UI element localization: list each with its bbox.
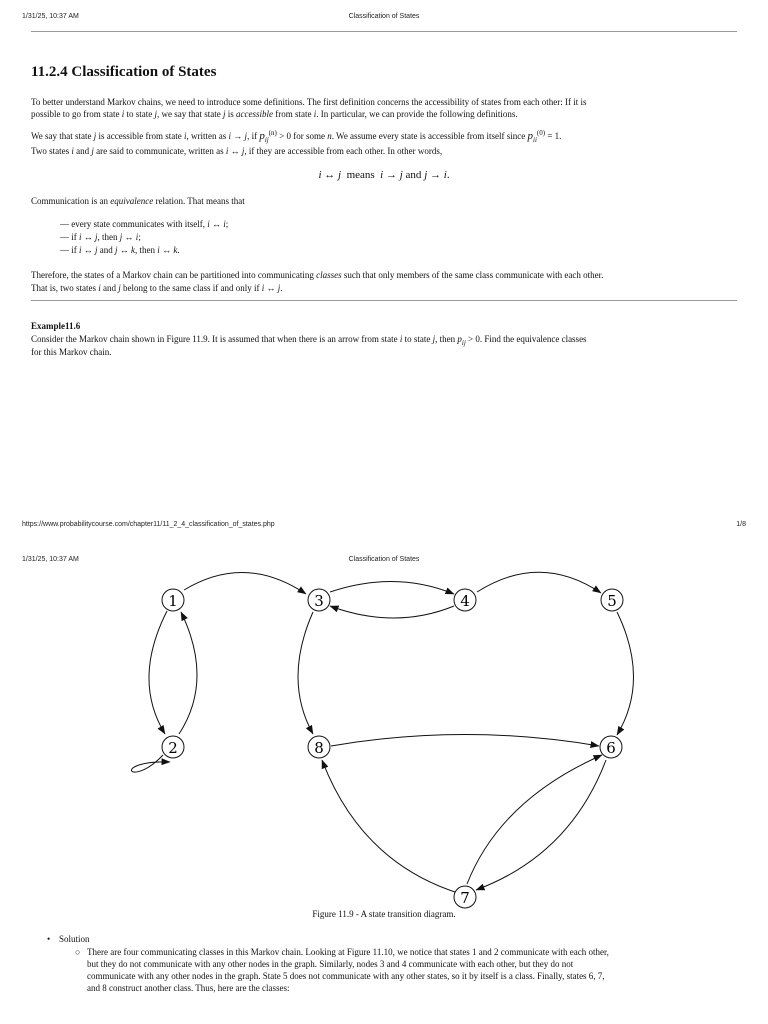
solution-line-4: and 8 construct another class. Thus, here are the classes: (87, 983, 290, 993)
page-footer (0, 521, 768, 535)
page-header (0, 13, 768, 27)
partition-line-2: That is, two states i and j belong to the same class if and only if i ↔ j. (31, 283, 283, 293)
edge-2-1 (179, 612, 197, 734)
svg-text:4: 4 (460, 592, 470, 610)
header-title: Classification of States (348, 13, 420, 20)
page-2-header (0, 556, 768, 570)
property-transitive: — if i ↔ j and j ↔ k, then i ↔ k. (60, 245, 180, 255)
svg-text:7: 7 (460, 889, 470, 907)
edge-3-4 (330, 581, 454, 594)
node-6 (600, 736, 622, 758)
property-reflexive: — every state communicates with itself, i ↔ i; (60, 219, 229, 229)
edge-4-3 (330, 606, 454, 618)
graph-nodes (162, 589, 623, 908)
solution-label: Solution (59, 934, 90, 944)
node-7 (454, 886, 476, 908)
solution-line-3: communicate with any other nodes in the graph. State 5 does not communicate with any other states, so it by itself is a class. Finally, states 6, 7, (87, 971, 605, 981)
definition-communicate: Two states i and j are said to communicate, written as i ↔ j, if they are accessible from each other. In other words, (31, 146, 443, 156)
section-heading: 11.2.4 Classification of States (31, 64, 217, 80)
edge-8-6 (331, 735, 599, 747)
property-symmetric: — if i ↔ j, then j ↔ i; (60, 232, 141, 242)
svg-text:5: 5 (607, 592, 617, 610)
header-datetime: 1/31/25, 10:37 AM (22, 13, 79, 20)
header-title: Classification of States (348, 556, 420, 563)
edge-6-7 (476, 760, 606, 890)
state-transition-diagram (0, 570, 768, 910)
footer-url: https://www.probabilitycourse.com/chapter11/11_2_4_classification_of_states.php (22, 521, 275, 528)
bullet-disc: • (47, 934, 51, 944)
header-divider (31, 31, 737, 32)
node-2 (162, 736, 184, 758)
edge-1-2 (149, 611, 167, 734)
edge-2-2 (131, 755, 170, 772)
solution-line-2: but they do not communicate with any other nodes in the graph. Similarly, nodes 3 and 4 communicate with each other, but they do not (87, 959, 574, 969)
display-equation: i ↔ j means i → j and j → i. (318, 169, 450, 181)
node-3 (308, 589, 330, 611)
example-line-1: Consider the Markov chain shown in Figure 11.9. It is assumed that when there is an arrow from state i to state j, then $p_{ij} > 0$. Find the equivalence classes (31, 334, 587, 347)
edge-7-8 (322, 760, 455, 892)
svg-text:2: 2 (168, 739, 178, 757)
intro-line-1: To better understand Markov chains, we need to introduce some definitions. The first definition concerns the accessibility of states from each other: If it is (31, 97, 587, 107)
edge-5-6 (617, 612, 634, 735)
intro-line-2: possible to go from state i to state j, we say that state j is accessible from state i. In particular, we can provide the following definitions. (31, 109, 518, 119)
svg-text:8: 8 (314, 739, 324, 757)
footer-page-number: 1/8 (736, 521, 746, 528)
edge-7-6 (467, 755, 602, 884)
section-divider (31, 300, 737, 301)
edge-3-8 (298, 612, 313, 734)
circle-bullet: ○ (75, 947, 81, 957)
header-datetime: 1/31/25, 10:37 AM (22, 556, 79, 563)
edge-4-5 (477, 572, 601, 593)
svg-text:6: 6 (606, 739, 616, 757)
svg-text:1: 1 (168, 592, 178, 610)
partition-line-1: Therefore, the states of a Markov chain can be partitioned into communicating classes such that only members of the same class communicate with each other. (31, 270, 604, 280)
node-1 (162, 589, 184, 611)
figure-caption: Figure 11.9 - A state transition diagram. (312, 909, 456, 919)
definition-accessible: We say that state j is accessible from state i, written as i → j, if $p_{ij}^{(n)} > 0$ for some n. We assume every state is accessible from itself since $p_{ii}^{(0)} = 1$. (31, 129, 562, 144)
edge-1-3 (184, 572, 306, 594)
example-line-2: for this Markov chain. (31, 347, 112, 357)
node-4 (454, 589, 476, 611)
example-title: Example11.6 (31, 321, 81, 331)
equivalence-sentence: Communication is an equivalence relation. That means that (31, 196, 245, 206)
node-5 (601, 589, 623, 611)
svg-text:3: 3 (314, 592, 324, 610)
solution-line-1: There are four communicating classes in this Markov chain. Looking at Figure 11.10, we notice that states 1 and 2 communicate with each other, (87, 947, 609, 957)
node-8 (308, 736, 330, 758)
